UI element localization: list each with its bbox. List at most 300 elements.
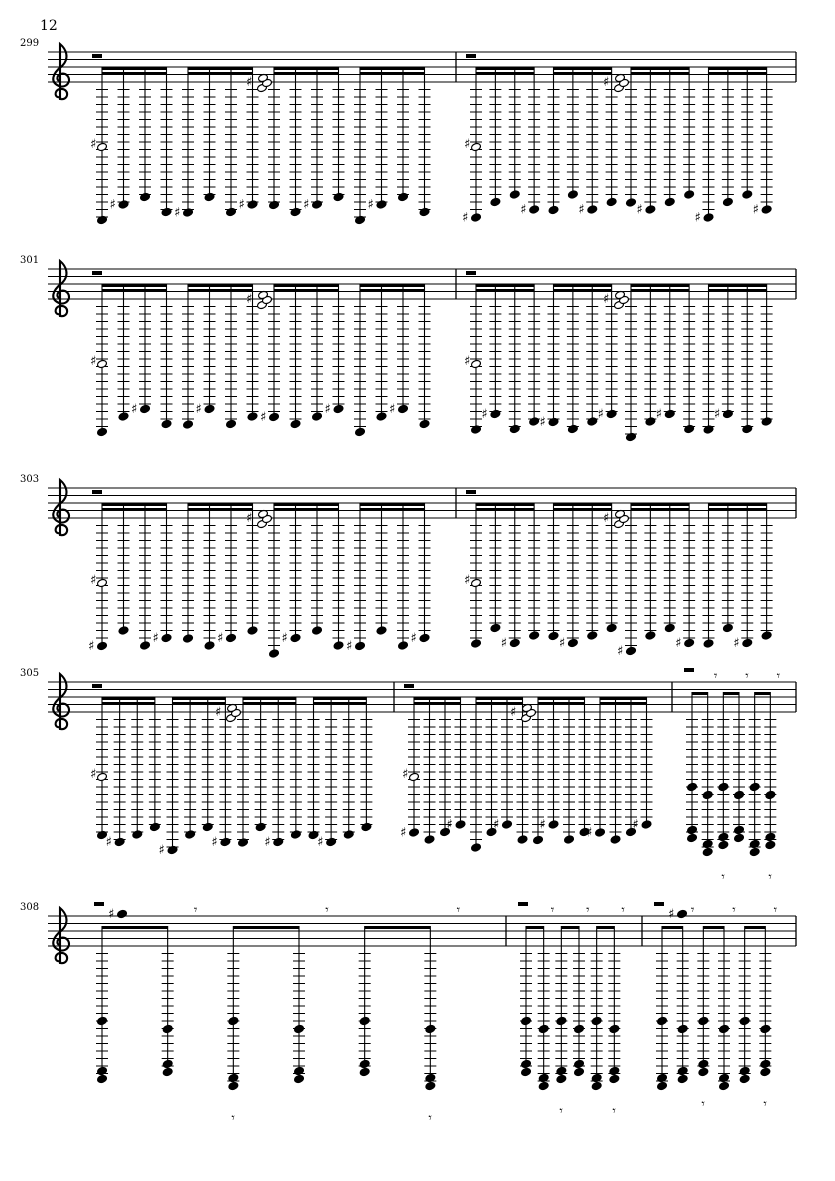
whole-rest-icon: [466, 54, 476, 58]
sharp-icon: ♯: [464, 573, 471, 588]
sharp-icon: ♯: [603, 292, 610, 307]
whole-rest-icon: [466, 271, 476, 275]
sharp-icon: ♯: [539, 817, 546, 833]
beam: [243, 702, 296, 705]
beam: [554, 503, 612, 506]
note-head: [677, 1024, 688, 1033]
note-head: [567, 190, 578, 199]
sharp-icon: ♯: [462, 210, 469, 226]
note-head: [664, 197, 675, 206]
whole-rest-icon: [92, 54, 102, 58]
beam: [188, 72, 253, 75]
note-head: [290, 830, 301, 839]
note-head: [718, 782, 729, 791]
note-head: [606, 409, 617, 418]
note-head: [226, 207, 237, 216]
note-head: [204, 192, 215, 201]
beam: [476, 284, 534, 287]
beam: [414, 702, 461, 705]
note-head: [490, 197, 501, 206]
whole-rest-icon: [518, 902, 528, 906]
note-head: [761, 631, 772, 640]
beam: [274, 72, 339, 75]
sharp-icon: ♯: [215, 705, 222, 720]
page-number: 12: [40, 18, 58, 34]
beam: [476, 67, 534, 70]
note-head: [765, 840, 776, 849]
note-head: [228, 1081, 239, 1090]
note-head: [657, 1016, 668, 1025]
sharp-icon: ♯: [88, 639, 95, 654]
eighth-rest-icon: 𝄾: [701, 1097, 705, 1112]
note-head: [574, 1067, 585, 1076]
note-head: [290, 207, 301, 216]
beam: [709, 284, 767, 287]
note-head: [97, 142, 108, 151]
sharp-icon: ♯: [174, 205, 181, 221]
note-head: [718, 840, 729, 849]
note-head: [698, 1016, 709, 1025]
note-head: [687, 825, 698, 834]
whole-rest-icon: [92, 490, 102, 494]
note-head: [273, 837, 284, 846]
note-head: [657, 1081, 668, 1090]
note-head: [517, 835, 528, 844]
note-head: [97, 1066, 108, 1075]
measure-number: 299: [20, 38, 40, 49]
note-head: [684, 424, 695, 433]
note-head: [591, 1016, 602, 1025]
sharp-icon: ♯: [195, 402, 202, 417]
note-head: [664, 409, 675, 418]
beam: [631, 508, 689, 511]
sharp-icon: ♯: [675, 636, 682, 651]
sharp-icon: ♯: [217, 631, 224, 646]
note-head: [521, 1059, 532, 1068]
note-head: [312, 626, 323, 635]
beam: [692, 692, 708, 695]
beam: [526, 926, 544, 929]
note-head: [645, 631, 656, 640]
sharp-icon: ♯: [211, 835, 218, 850]
sharp-icon: ♯: [238, 197, 245, 213]
note-head: [722, 409, 733, 418]
beam: [631, 67, 689, 70]
beam: [102, 503, 167, 506]
sharp-icon: ♯: [617, 644, 624, 659]
note-head: [471, 843, 482, 852]
note-head: [161, 633, 172, 642]
note-head: [502, 820, 513, 829]
beam: [188, 289, 253, 292]
note-head: [761, 417, 772, 426]
sharp-icon: ♯: [539, 415, 546, 430]
note-head: [677, 1074, 688, 1083]
beam: [703, 926, 724, 929]
note-head: [471, 578, 482, 587]
note-head: [698, 1067, 709, 1076]
note-head: [255, 822, 266, 831]
sharp-icon: ♯: [246, 75, 253, 90]
note-head: [645, 205, 656, 214]
note-head: [587, 631, 598, 640]
note-head: [312, 412, 323, 421]
note-head: [204, 641, 215, 650]
sharp-icon: ♯: [493, 817, 500, 833]
note-head: [606, 623, 617, 632]
sharp-icon: ♯: [260, 410, 267, 425]
eighth-rest-icon: 𝄾: [428, 1111, 432, 1126]
note-head: [398, 404, 409, 413]
note-head: [687, 833, 698, 842]
staff-system: [20, 902, 796, 1126]
sharp-icon: ♯: [246, 292, 253, 307]
beam: [102, 702, 155, 705]
sharp-icon: ♯: [597, 407, 604, 422]
note-head: [698, 1059, 709, 1068]
note-head: [97, 772, 108, 781]
sharp-icon: ♯: [246, 511, 253, 526]
beam: [476, 289, 534, 292]
note-head: [455, 820, 466, 829]
note-head: [359, 1059, 370, 1068]
sharp-icon: ♯: [90, 573, 97, 588]
eighth-rest-icon: 𝄾: [231, 1111, 235, 1126]
note-head: [162, 1067, 173, 1076]
note-head: [610, 835, 621, 844]
note-head: [703, 639, 714, 648]
note-head: [409, 828, 420, 837]
measure-number: 305: [20, 668, 40, 679]
note-head: [587, 205, 598, 214]
note-head: [140, 641, 151, 650]
beam: [102, 72, 167, 75]
note-head: [760, 1059, 771, 1068]
note-head: [765, 790, 776, 799]
beam: [360, 289, 425, 292]
beam: [745, 926, 766, 929]
note-head: [538, 1024, 549, 1033]
whole-rest-icon: [94, 902, 104, 906]
beam: [723, 692, 739, 695]
note-head: [359, 1067, 370, 1076]
beam: [600, 697, 647, 700]
note-head: [529, 417, 540, 426]
note-head: [556, 1066, 567, 1075]
note-head: [419, 207, 430, 216]
eighth-rest-icon: 𝄾: [456, 903, 461, 918]
note-head: [734, 790, 745, 799]
eighth-rest-icon: 𝄾: [721, 870, 725, 885]
eighth-rest-icon: 𝄾: [586, 903, 590, 918]
sharp-icon: ♯: [694, 210, 701, 226]
note-head: [294, 1066, 305, 1075]
note-head: [703, 213, 714, 222]
note-head: [118, 412, 129, 421]
note-head: [529, 631, 540, 640]
note-head: [509, 638, 520, 647]
note-head: [684, 638, 695, 647]
beam: [662, 926, 683, 929]
beam: [233, 926, 299, 929]
note-head: [739, 1016, 750, 1025]
note-head: [398, 641, 409, 650]
note-head: [702, 847, 713, 856]
note-head: [490, 409, 501, 418]
note-head: [247, 626, 258, 635]
note-head: [749, 782, 760, 791]
note-head: [606, 197, 617, 206]
sharp-icon: ♯: [446, 817, 453, 833]
note-head: [521, 1016, 532, 1025]
note-head: [97, 1016, 108, 1025]
note-head: [739, 1066, 750, 1075]
beam: [476, 697, 523, 700]
beam: [102, 926, 168, 929]
note-head: [718, 832, 729, 841]
sharp-icon: ♯: [500, 636, 508, 651]
beam: [561, 926, 579, 929]
note-head: [556, 1016, 567, 1025]
measure-number: 303: [20, 474, 40, 485]
note-head: [294, 1074, 305, 1083]
eighth-rest-icon: 𝄾: [193, 903, 198, 918]
note-head: [548, 631, 559, 640]
beam: [173, 697, 226, 700]
beam: [274, 503, 339, 506]
eighth-rest-icon: 𝄾: [745, 669, 749, 684]
note-head: [742, 424, 753, 433]
note-head: [471, 213, 482, 222]
whole-rest-icon: [404, 684, 414, 688]
note-head: [538, 1081, 549, 1090]
note-head: [760, 1067, 771, 1076]
note-head: [564, 835, 575, 844]
beam: [709, 289, 767, 292]
sharp-icon: ♯: [586, 825, 593, 841]
beam: [360, 503, 425, 506]
eighth-rest-icon: 𝄾: [550, 903, 555, 918]
note-head: [574, 1024, 585, 1033]
note-head: [247, 200, 258, 209]
note-head: [185, 830, 196, 839]
sharp-icon: ♯: [131, 402, 138, 417]
note-head: [742, 638, 753, 647]
note-head: [556, 1074, 567, 1083]
sharp-icon: ♯: [90, 137, 97, 152]
beam: [314, 702, 367, 705]
sharp-icon: ♯: [481, 407, 488, 422]
beam: [360, 284, 425, 287]
note-head: [609, 1024, 620, 1033]
sharp-icon: ♯: [668, 907, 675, 922]
note-head: [574, 1059, 585, 1068]
beam: [360, 67, 425, 70]
note-head: [117, 909, 128, 918]
eighth-rest-icon: 𝄾: [768, 870, 772, 885]
note-head: [376, 412, 387, 421]
staff-system: [20, 255, 796, 442]
note-head: [641, 820, 652, 829]
beam: [102, 508, 167, 511]
note-head: [521, 1067, 532, 1076]
note-head: [409, 772, 420, 781]
sharp-icon: ♯: [152, 631, 159, 646]
eighth-rest-icon: 𝄾: [325, 903, 329, 918]
note-head: [226, 419, 237, 428]
sharp-icon: ♯: [558, 636, 566, 651]
beam: [360, 72, 425, 75]
note-head: [749, 847, 760, 856]
sharp-icon: ♯: [281, 631, 288, 646]
note-head: [664, 623, 675, 632]
note-head: [471, 142, 482, 151]
note-head: [490, 623, 501, 632]
note-head: [587, 417, 598, 426]
note-head: [722, 197, 733, 206]
sharp-icon: ♯: [752, 202, 759, 218]
note-head: [376, 626, 387, 635]
note-head: [591, 1081, 602, 1090]
beam: [709, 508, 767, 511]
beam: [102, 284, 167, 287]
note-head: [529, 205, 540, 214]
eighth-rest-icon: 𝄾: [773, 903, 778, 918]
beam: [102, 697, 155, 700]
note-head: [333, 404, 344, 413]
note-head: [567, 424, 578, 433]
sharp-icon: ♯: [632, 817, 639, 833]
note-head: [471, 639, 482, 648]
note-head: [97, 641, 108, 650]
sharp-icon: ♯: [464, 354, 471, 369]
note-head: [533, 835, 544, 844]
sharp-icon: ♯: [303, 197, 310, 213]
note-head: [97, 578, 108, 587]
whole-rest-icon: [684, 668, 694, 672]
sharp-icon: ♯: [90, 767, 97, 782]
beam: [554, 284, 612, 287]
note-head: [161, 419, 172, 428]
beam: [709, 67, 767, 70]
sharp-icon: ♯: [402, 767, 409, 782]
measure-number: 308: [20, 902, 40, 913]
beam: [476, 503, 534, 506]
note-head: [567, 638, 578, 647]
eighth-rest-icon: 𝄾: [559, 1104, 563, 1119]
note-head: [333, 641, 344, 650]
sharp-icon: ♯: [264, 835, 271, 850]
beam: [274, 508, 339, 511]
sharp-icon: ♯: [90, 354, 97, 369]
note-head: [548, 205, 559, 214]
sharp-icon: ♯: [108, 907, 115, 922]
eighth-rest-icon: 𝄾: [713, 669, 718, 684]
sharp-icon: ♯: [578, 202, 585, 218]
note-head: [140, 192, 151, 201]
sharp-icon: ♯: [733, 636, 740, 651]
note-head: [609, 1074, 620, 1083]
note-head: [722, 623, 733, 632]
measure-number: 301: [20, 255, 40, 266]
beam: [600, 702, 647, 705]
sharp-icon: ♯: [636, 202, 643, 218]
beam: [476, 72, 534, 75]
staff-system: [20, 38, 796, 226]
sharp-icon: ♯: [713, 407, 721, 422]
note-head: [739, 1074, 750, 1083]
note-head: [734, 825, 745, 834]
sharp-icon: ♯: [655, 407, 663, 422]
whole-rest-icon: [92, 684, 102, 688]
note-head: [734, 833, 745, 842]
sharp-icon: ♯: [367, 197, 374, 213]
note-head: [326, 837, 337, 846]
note-head: [114, 837, 125, 846]
note-head: [355, 427, 366, 436]
sharp-icon: ♯: [464, 137, 471, 152]
note-head: [97, 1074, 108, 1083]
note-head: [149, 822, 160, 831]
beam: [102, 67, 167, 70]
note-head: [355, 641, 366, 650]
beam: [631, 284, 689, 287]
note-head: [509, 190, 520, 199]
beam: [597, 926, 615, 929]
sharp-icon: ♯: [317, 835, 324, 850]
sharp-icon: ♯: [603, 75, 610, 90]
whole-rest-icon: [92, 271, 102, 275]
beam: [476, 508, 534, 511]
sharp-icon: ♯: [389, 402, 396, 417]
note-head: [140, 404, 151, 413]
beam: [188, 67, 253, 70]
beam: [631, 503, 689, 506]
note-head: [312, 200, 323, 209]
note-head: [419, 633, 430, 642]
eighth-rest-icon: 𝄾: [621, 903, 625, 918]
note-head: [687, 782, 698, 791]
note-head: [719, 1024, 730, 1033]
whole-rest-icon: [466, 490, 476, 494]
sharp-icon: ♯: [346, 639, 353, 654]
note-head: [684, 190, 695, 199]
note-head: [294, 1024, 305, 1033]
note-head: [269, 649, 280, 658]
note-head: [220, 837, 231, 846]
note-head: [343, 830, 354, 839]
note-head: [765, 832, 776, 841]
note-head: [471, 359, 482, 368]
note-head: [425, 1024, 436, 1033]
sharp-icon: ♯: [520, 202, 527, 218]
note-head: [419, 419, 430, 428]
sharp-icon: ♯: [510, 705, 517, 720]
note-head: [425, 1081, 436, 1090]
note-head: [398, 192, 409, 201]
note-head: [118, 200, 129, 209]
whole-rest-icon: [654, 902, 664, 906]
note-head: [226, 633, 237, 642]
note-head: [595, 828, 606, 837]
note-head: [269, 412, 280, 421]
beam: [274, 284, 339, 287]
beam: [709, 503, 767, 506]
eighth-rest-icon: 𝄾: [732, 903, 736, 918]
note-head: [424, 835, 435, 844]
note-head: [719, 1081, 730, 1090]
sharp-icon: ♯: [105, 835, 112, 850]
